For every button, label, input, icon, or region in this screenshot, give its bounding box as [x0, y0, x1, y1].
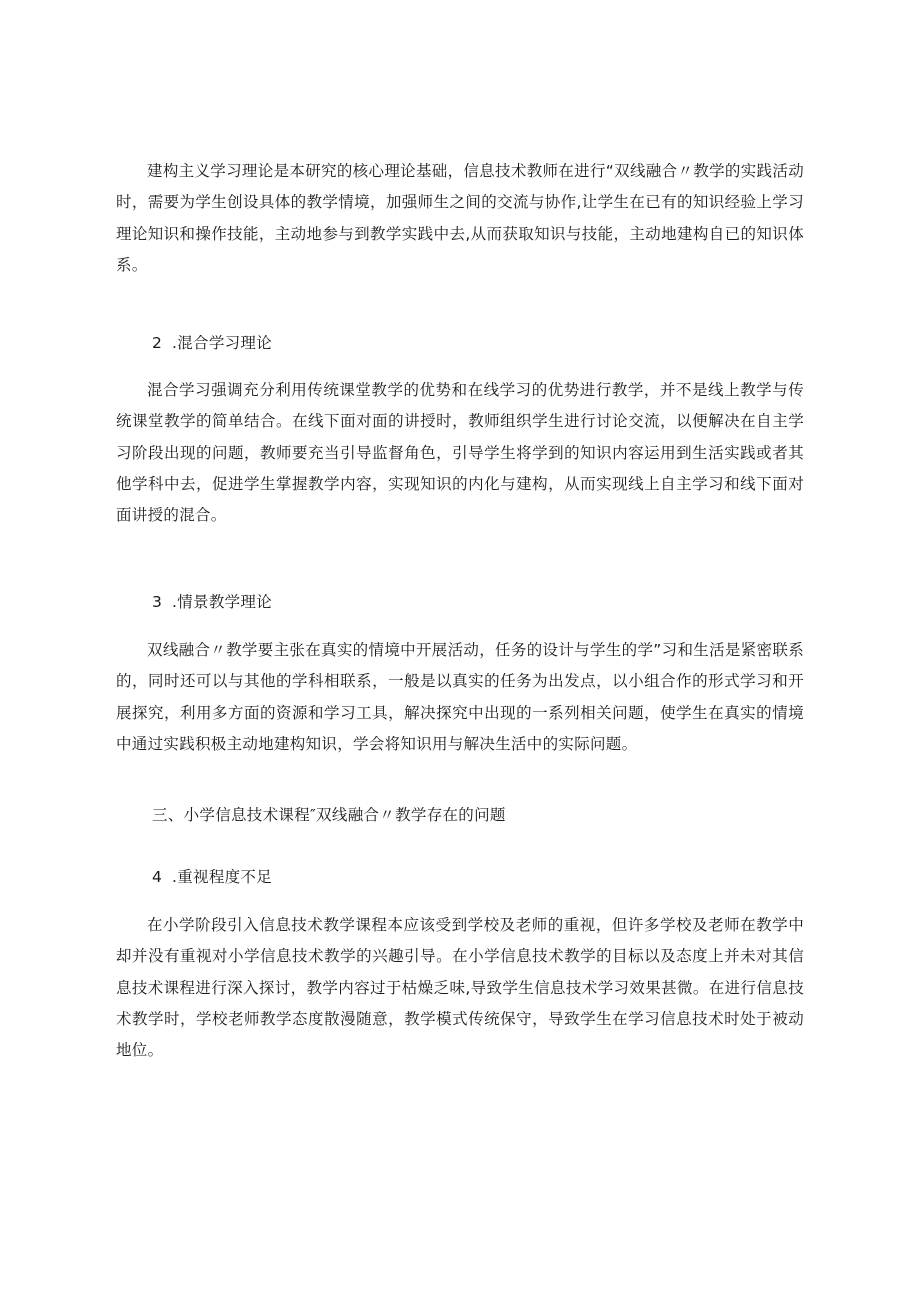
heading-blended-learning — [152, 332, 272, 354]
paragraph-insufficient-attention: 在小学阶段引入信息技术教学课程本应该受到学校及老师的重视，但许多学校及老师在教学中却并没有重视对小学信息技术教学的兴趣引导。在小学信息技术教学的目标以及态度上并未对其信息技术课程进行深入探讨，教学内容过于枯燥乏味,导致学生信息技术学习效果甚微。在进行信息技术教学时，学校老师教学态度散漫随意，教学模式传统保守，导致学生在学习信息技术时处于被动地位。 — [116, 916, 804, 1060]
heading-text: .混合学习理论 — [172, 334, 273, 352]
heading-insufficient-attention — [152, 866, 272, 888]
paragraph-constructivism: 建构主义学习理论是本研究的核心理论基础，信息技术教师在进行“双线融合〃教学的实践活动时，需要为学生创设具体的教学情境，加强师生之间的交流与协作,让学生在已有的知识经验上学习理论知识和操作技能，主动地参与到教学实践中去,从而获取知识与技能，主动地建构自已的知识体系。 — [116, 162, 804, 274]
paragraph-blended-learning: 混合学习强调充分利用传统课堂教学的优势和在线学习的优势进行教学，并不是线上教学与传统课堂教学的简单结合。在线下面对面的讲授时，教师组织学生进行讨论交流，以便解决在自主学习阶段出现的问题，教师要充当引导监督角色，引导学生将学到的知识内容运用到生活实践或者其他学科中去，促进学生掌握教学内容，实现知识的内化与建构，从而实现线上自主学习和线下面对面讲授的混合。 — [116, 381, 804, 525]
paragraph-situational-teaching: 双线融合〃教学要主张在真实的情境中开展活动，任务的设计与学生的学”习和生活是紧密联系的，同时还可以与其他的学科相联系，一般是以真实的任务为出发点，以小组合作的形式学习和开展探究，利用多方面的资源和学习工具，解决探究中出现的一系列相关问题，使学生在真实的情境中通过实践积极主动地建构知识，学会将知识用与解决生活中的实际问题。 — [116, 641, 804, 753]
heading-number: 3 — [152, 593, 163, 611]
heading-text: .情景教学理论 — [172, 593, 273, 611]
heading-number: 4 — [152, 868, 163, 886]
heading-text: .重视程度不足 — [172, 868, 273, 886]
heading-situational-teaching — [152, 591, 272, 613]
heading-number: 2 — [152, 334, 163, 352]
section-heading-problems: 三、小学信息技术课程″双线融合〃教学存在的问题 — [152, 806, 506, 824]
